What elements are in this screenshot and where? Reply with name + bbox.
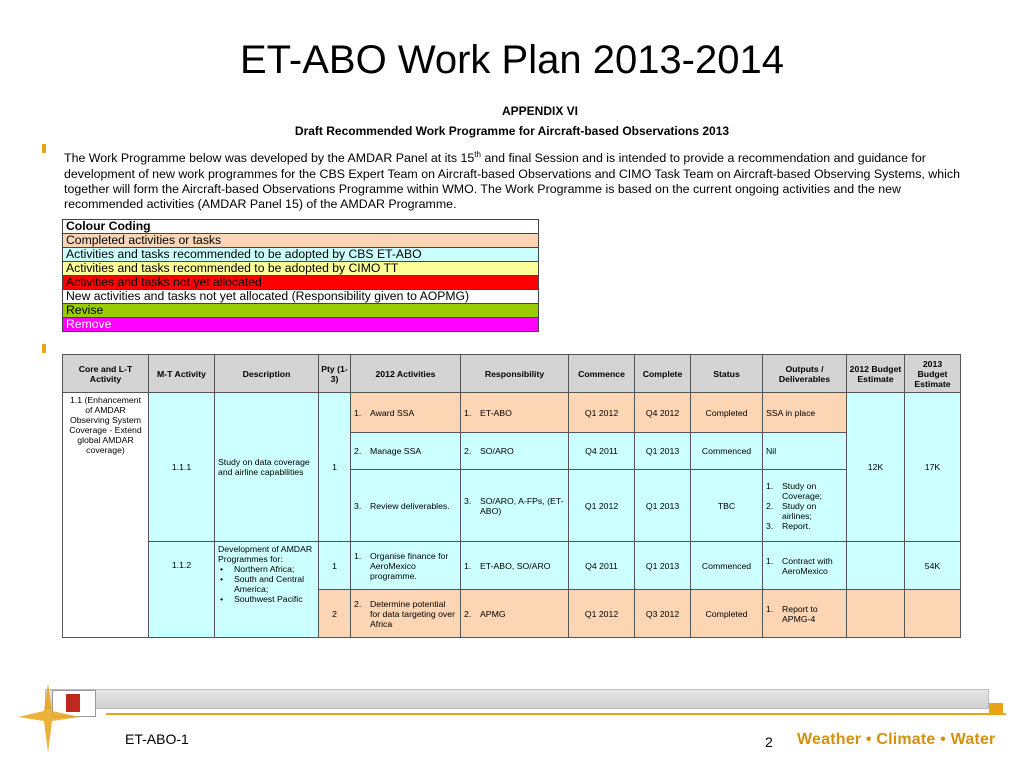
list-number: 1. — [354, 407, 362, 418]
outputs-cell — [763, 590, 847, 638]
list-number: 3. — [766, 520, 774, 531]
outputs-cell — [763, 470, 847, 542]
bullet-marker — [42, 344, 46, 353]
list-number: 2. — [464, 446, 472, 456]
description-title: Development of AMDAR Programmes for: — [218, 544, 313, 564]
colour-row-completed: Completed activities or tasks — [63, 234, 539, 248]
activity-text: Determine potential for data targeting over Africa — [370, 598, 455, 629]
work-programme-table — [62, 354, 961, 638]
activity-text: Review deliverables. — [370, 500, 450, 511]
budget-2012-cell — [847, 542, 905, 590]
output-item: Contract with AeroMexico — [782, 555, 833, 576]
description-bullet: Southwest Pacific — [234, 594, 303, 604]
output-item: Study on Coverage; — [782, 480, 823, 501]
status-cell: Commenced — [691, 433, 763, 470]
bullet-dot: • — [220, 594, 224, 604]
outputs-cell — [763, 542, 847, 590]
commence-cell: Q1 2012 — [569, 590, 635, 638]
header-description: Description — [215, 355, 319, 393]
status-cell: Commenced — [691, 542, 763, 590]
colour-row-cimo: Activities and tasks recommended to be adopted by CIMO TT — [63, 262, 539, 276]
colour-row-revise: Revise — [63, 304, 539, 318]
responsibility-text: ET-ABO, SO/ARO — [480, 560, 551, 571]
colour-coding-header: Colour Coding — [63, 220, 539, 234]
output-item: Report. — [782, 520, 811, 531]
description-1-1-1: Study on data coverage and airline capabilities — [215, 393, 319, 542]
core-activity-cell: 1.1 (Enhancement of AMDAR Observing System Coverage - Extend global AMDAR coverage) — [63, 393, 149, 638]
responsibility-cell — [461, 542, 569, 590]
header-budget-2013: 2013 Budget Estimate — [905, 355, 961, 393]
intro-text-2: and final Session and is intended to provide a recommendation and guidance for development of new work programmes for the CBS Expert Team on Aircraft-based Observations and CIMO Task Team on Aircraft-based Observing Systems, which together will form the Aircraft-based Observations Programme within WMO. The Work Programme is based on the current ongoing activities and the new recommended activities (AMDAR Panel 15) of the AMDAR Programme. — [64, 151, 960, 212]
activity-cell — [351, 590, 461, 638]
responsibility-cell — [461, 433, 569, 470]
outputs-cell: SSA in place — [763, 393, 847, 433]
mt-activity-1-1-1: 1.1.1 — [149, 393, 215, 542]
responsibility-text: SO/ARO, A-FPs, (ET-ABO) — [480, 495, 564, 516]
list-number: 1. — [464, 560, 472, 571]
responsibility-cell — [461, 470, 569, 542]
header-commence: Commence — [569, 355, 635, 393]
list-number: 1. — [766, 555, 774, 566]
header-status: Status — [691, 355, 763, 393]
list-number: 1. — [464, 407, 472, 418]
list-number: 2. — [354, 446, 362, 456]
header-budget-2012: 2012 Budget Estimate — [847, 355, 905, 393]
compass-star-icon — [18, 683, 88, 753]
document-subtitle: Draft Recommended Work Programme for Aircraft-based Observations 2013 — [294, 124, 730, 138]
list-number: 3. — [354, 500, 362, 511]
responsibility-text: ET-ABO — [480, 407, 512, 418]
intro-text-1: The Work Programme below was developed by the AMDAR Panel at its 15 — [64, 151, 475, 166]
complete-cell: Q1 2013 — [635, 470, 691, 542]
complete-cell: Q4 2012 — [635, 393, 691, 433]
footer-accent-line — [106, 713, 1006, 715]
colour-row-new: New activities and tasks not yet allocated (Responsibility given to AOPMG) — [63, 290, 539, 304]
budget-2012-cell: 12K — [847, 393, 905, 542]
list-number: 3. — [464, 495, 472, 506]
description-1-1-2 — [215, 542, 319, 638]
priority-cell: 2 — [319, 590, 351, 638]
footer-reference: ET-ABO-1 — [125, 731, 189, 747]
responsibility-text: APMG — [480, 608, 506, 619]
bullet-dot: • — [220, 574, 224, 584]
responsibility-text: SO/ARO — [480, 446, 514, 456]
activity-cell — [351, 542, 461, 590]
activity-cell — [351, 470, 461, 542]
description-bullet: Northern Africa; — [234, 564, 295, 574]
activity-cell — [351, 433, 461, 470]
activity-text: Manage SSA — [370, 446, 422, 456]
colour-row-not-allocated: Activities and tasks not yet allocated — [63, 276, 539, 290]
list-number: 2. — [766, 500, 774, 511]
colour-row-remove: Remove — [63, 318, 539, 332]
list-number: 1. — [766, 603, 774, 614]
status-cell: Completed — [691, 393, 763, 433]
responsibility-cell — [461, 590, 569, 638]
commence-cell: Q4 2011 — [569, 542, 635, 590]
footer-bar — [45, 689, 989, 709]
list-number: 2. — [354, 598, 362, 609]
complete-cell: Q3 2012 — [635, 590, 691, 638]
list-number: 1. — [354, 550, 362, 561]
table-row — [63, 393, 961, 433]
output-item: Study on airlines; — [782, 500, 817, 521]
activity-text: Organise finance for AeroMexico programme. — [370, 550, 449, 581]
budget-2013-cell — [905, 590, 961, 638]
intro-paragraph — [64, 147, 964, 213]
commence-cell: Q1 2012 — [569, 393, 635, 433]
header-2012-activities: 2012 Activities — [351, 355, 461, 393]
header-complete: Complete — [635, 355, 691, 393]
priority-1-1-1: 1 — [319, 393, 351, 542]
colour-coding-table — [62, 219, 539, 332]
complete-cell: Q1 2013 — [635, 433, 691, 470]
list-number: 1. — [766, 480, 774, 491]
budget-2012-cell — [847, 590, 905, 638]
output-item: Report to APMG-4 — [782, 603, 818, 624]
header-priority: Pty (1-3) — [319, 355, 351, 393]
bullet-marker — [42, 144, 46, 153]
commence-cell: Q4 2011 — [569, 433, 635, 470]
table-header-row — [63, 355, 961, 393]
bullet-dot: • — [220, 564, 224, 574]
status-cell: TBC — [691, 470, 763, 542]
header-responsibility: Responsibility — [461, 355, 569, 393]
header-mt: M-T Activity — [149, 355, 215, 393]
page-number: 2 — [765, 734, 773, 750]
colour-row-cbs: Activities and tasks recommended to be adopted by CBS ET-ABO — [63, 248, 539, 262]
status-cell: Completed — [691, 590, 763, 638]
appendix-heading: APPENDIX VI — [501, 104, 579, 118]
responsibility-cell — [461, 393, 569, 433]
priority-cell: 1 — [319, 542, 351, 590]
slide-title: ET-ABO Work Plan 2013-2014 — [240, 38, 784, 82]
description-bullet: South and Central America; — [234, 574, 305, 594]
commence-cell: Q1 2012 — [569, 470, 635, 542]
outputs-cell: Nil — [763, 433, 847, 470]
footer-brand: Weather • Climate • Water — [797, 731, 996, 748]
activity-text: Award SSA — [370, 407, 415, 418]
intro-superscript: th — [474, 150, 481, 159]
activity-cell — [351, 393, 461, 433]
budget-2013-cell: 17K — [905, 393, 961, 542]
table-row — [63, 542, 961, 590]
mt-activity-1-1-2: 1.1.2 — [149, 542, 215, 638]
header-outputs: Outputs / Deliverables — [763, 355, 847, 393]
footer-accent-notch — [989, 703, 1003, 715]
header-core: Core and L-T Activity — [63, 355, 149, 393]
budget-2013-cell: 54K — [905, 542, 961, 590]
complete-cell: Q1 2013 — [635, 542, 691, 590]
list-number: 2. — [464, 608, 472, 619]
